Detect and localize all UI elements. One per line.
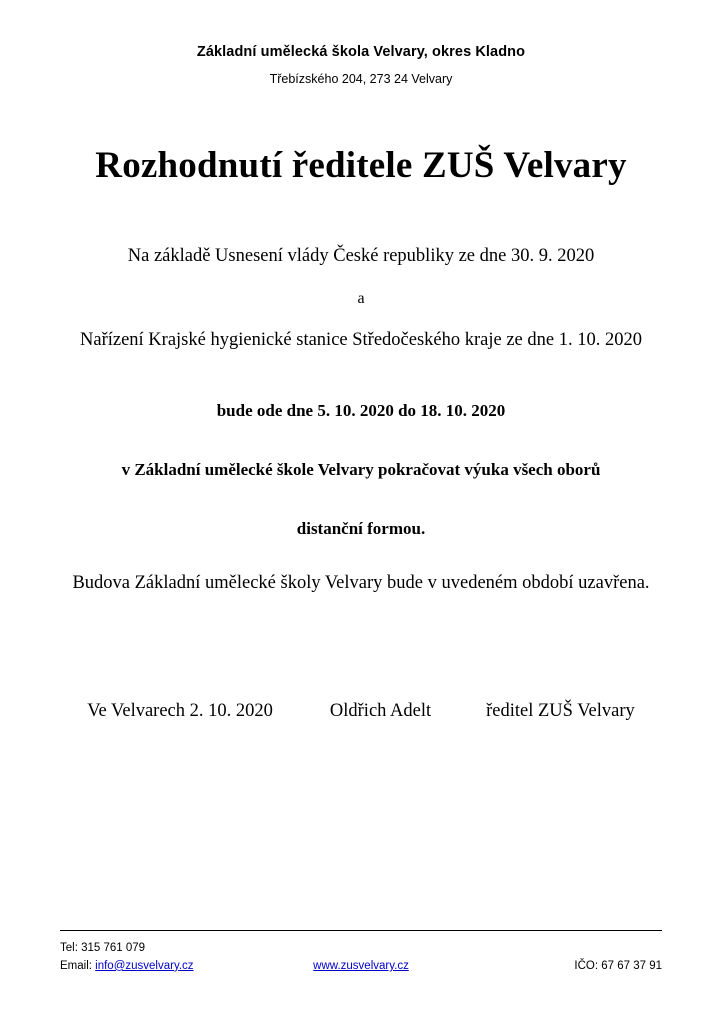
body-bold-3: distanční formou. (296, 519, 426, 539)
signature-role: ředitel ZUŠ Velvary (486, 701, 635, 722)
signature-place-date: Ve Velvarech 2. 10. 2020 (87, 701, 273, 722)
footer-website (313, 958, 409, 976)
footer-website-link[interactable]: www.zusvelvary.cz (313, 960, 409, 972)
signature-name: Oldřich Adelt (329, 701, 432, 722)
body-conjunction: a (357, 289, 365, 307)
spacer-4 (0, 539, 722, 573)
footer-email-row (60, 958, 194, 976)
footer-ico: IČO: 67 67 37 91 (574, 960, 662, 972)
page-title: Rozhodnutí ředitele ZUŠ Velvary (95, 145, 627, 187)
body-line-2: Nařízení Krajské hygienické stanice Středočeského kraje ze dne 1. 10. 2020 (80, 329, 642, 350)
letterhead (0, 0, 722, 87)
footer-email-link[interactable]: info@zusvelvary.cz (95, 959, 194, 972)
footer-divider (60, 930, 662, 931)
footer-email-label: Email: (60, 959, 96, 972)
school-name: Základní umělecká škola Velvary, okres Kladno (196, 44, 526, 60)
spacer-3 (0, 480, 722, 518)
school-address: Třebízského 204, 273 24 Velvary (269, 72, 453, 87)
body-bold-1: bude ode dne 5. 10. 2020 do 18. 10. 2020 (216, 400, 506, 420)
spacer-2 (0, 421, 722, 459)
spacer-1 (0, 372, 722, 400)
footer (60, 930, 662, 976)
body-bold-2: v Základní umělecké škole Velvary pokračovat výuka všech oborů (121, 459, 601, 479)
footer-contact (60, 940, 194, 976)
body-line-1: Na základě Usnesení vlády České republiky ze dne 30. 9. 2020 (127, 246, 595, 267)
document-body (0, 245, 722, 722)
signature-row (0, 701, 722, 722)
body-closing: Budova Základní umělecké školy Velvary bude v uvedeném období uzavřena. (72, 573, 650, 594)
footer-phone: Tel: 315 761 079 (60, 942, 146, 954)
